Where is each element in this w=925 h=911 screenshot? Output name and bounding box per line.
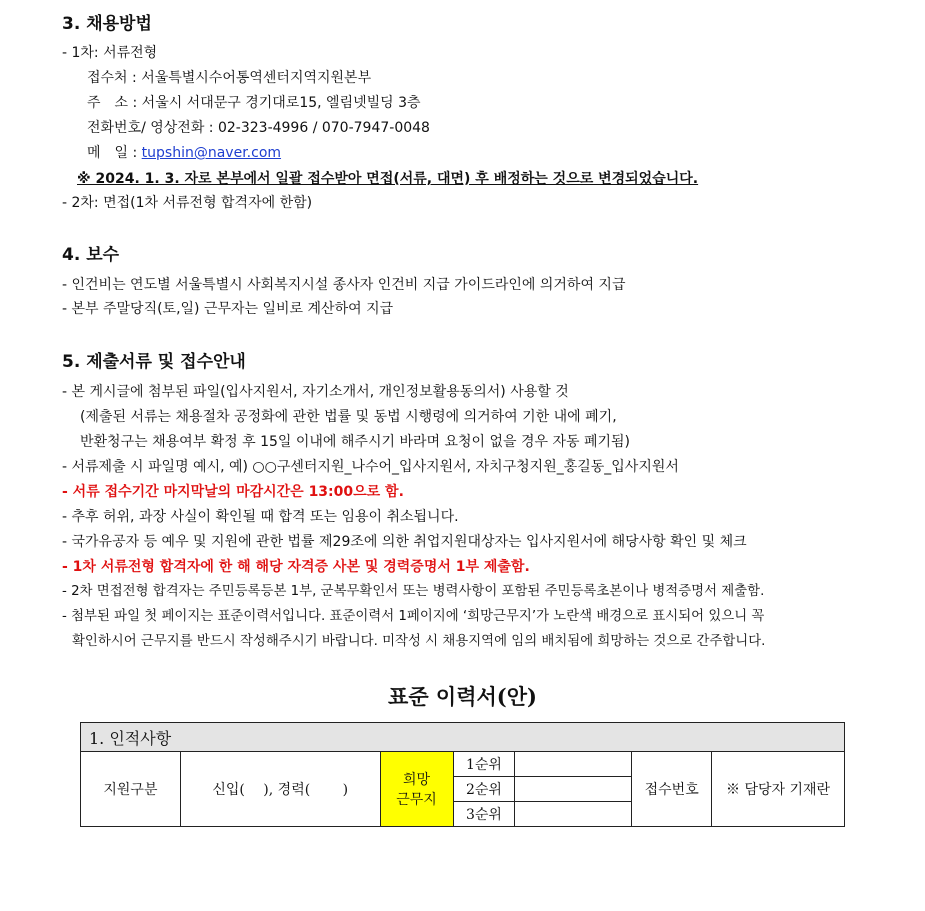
section4-heading: 4. 보수	[62, 245, 120, 265]
pay-item: - 본부 주말당직(토,일) 근무자는 일비로 계산하여 지급	[62, 301, 394, 317]
receipt-no-label: 접수번호	[632, 752, 712, 827]
docs-item: - 2차 면접전형 합격자는 주민등록등본 1부, 군복무확인서 또는 병력사항이 포함된 주민등록초본이나 병적증명서 제출함.	[62, 584, 765, 599]
rank-input[interactable]	[515, 752, 632, 777]
address-text: 주 소 : 서울시 서대문구 경기대로15, 엘림넷빌딩 3층	[87, 95, 421, 111]
docs-item-certificate: - 1차 서류전형 합격자에 한 해 해당 자격증 사본 및 경력증명서 1부 제출함.	[62, 559, 530, 575]
section3-heading: 3. 채용방법	[62, 14, 152, 34]
rank-label: 1순위	[453, 752, 515, 777]
docs-item: (제출된 서류는 채용절차 공정화에 관한 법률 및 동법 시행령에 의거하여 기한 내에 폐기,	[80, 409, 617, 425]
desired-workplace-line2: 근무지	[396, 792, 437, 808]
pay-item: - 인건비는 연도별 서울특별시 사회복지시설 종사자 인건비 지급 가이드라인에 의거하여 지급	[62, 277, 626, 293]
rank-input[interactable]	[515, 777, 632, 802]
round1-text: - 1차: 서류전형	[62, 45, 158, 61]
rank-label: 2순위	[453, 777, 515, 802]
email-row	[87, 143, 281, 163]
staff-note-label: ※ 담당자 기재란	[712, 752, 845, 827]
docs-item: - 추후 허위, 과장 사실이 확인될 때 합격 또는 임용이 취소됩니다.	[62, 509, 459, 525]
docs-item: - 서류제출 시 파일명 예시, 예) ○○구센터지원_나수어_입사지원서, 자치구청지원_홍길동_입사지원서	[62, 459, 679, 475]
docs-item: - 첨부된 파일 첫 페이지는 표준이력서입니다. 표준이력서 1페이지에 ‘희망근무지’가 노란색 배경으로 표시되어 있으니 꼭	[62, 609, 765, 624]
email-label: 메 일 :	[87, 145, 142, 161]
office-text: 접수처 : 서울특별시수어통역센터지역지원본부	[87, 70, 372, 86]
desired-workplace-line1: 희망	[403, 772, 431, 788]
section5-heading: 5. 제출서류 및 접수안내	[62, 352, 246, 372]
docs-item-deadline: - 서류 접수기간 마지막날의 마감시간은 13:00으로 함.	[62, 484, 404, 500]
round2-text: - 2차: 면접(1차 서류전형 합격자에 한함)	[62, 195, 313, 211]
email-link[interactable]: tupshin@naver.com	[141, 145, 282, 161]
resume-title: 표준 이력서(안)	[388, 684, 537, 709]
phone-text: 전화번호/ 영상전화 : 02-323-4996 / 070-7947-0048	[87, 120, 430, 136]
docs-item: 확인하시어 근무지를 반드시 작성해주시기 바랍니다. 미작성 시 채용지역에 임의 배치됨에 희망하는 것으로 간주합니다.	[72, 634, 766, 649]
applicant-type-label: 지원구분	[81, 752, 181, 827]
docs-item: - 국가유공자 등 예우 및 지원에 관한 법률 제29조에 의한 취업지원대상자는 입사지원서에 해당사항 확인 및 체크	[62, 534, 747, 550]
rank-label: 3순위	[453, 802, 515, 827]
change-notice: ※ 2024. 1. 3. 자로 본부에서 일괄 접수받아 면접(서류, 대면) 후 배정하는 것으로 변경되었습니다.	[77, 171, 699, 187]
desired-workplace-label	[380, 752, 453, 827]
rank-input[interactable]	[515, 802, 632, 827]
section-header: 1. 인적사항	[81, 723, 845, 752]
applicant-type-value[interactable]: 신입( ), 경력( )	[180, 752, 380, 827]
resume-table	[80, 722, 845, 827]
docs-item: 반환청구는 채용여부 확정 후 15일 이내에 해주시기 바라며 요청이 없을 경우 자동 폐기됨)	[80, 434, 631, 450]
docs-item: - 본 게시글에 첨부된 파일(입사지원서, 자기소개서, 개인정보활용동의서) 사용할 것	[62, 384, 569, 400]
